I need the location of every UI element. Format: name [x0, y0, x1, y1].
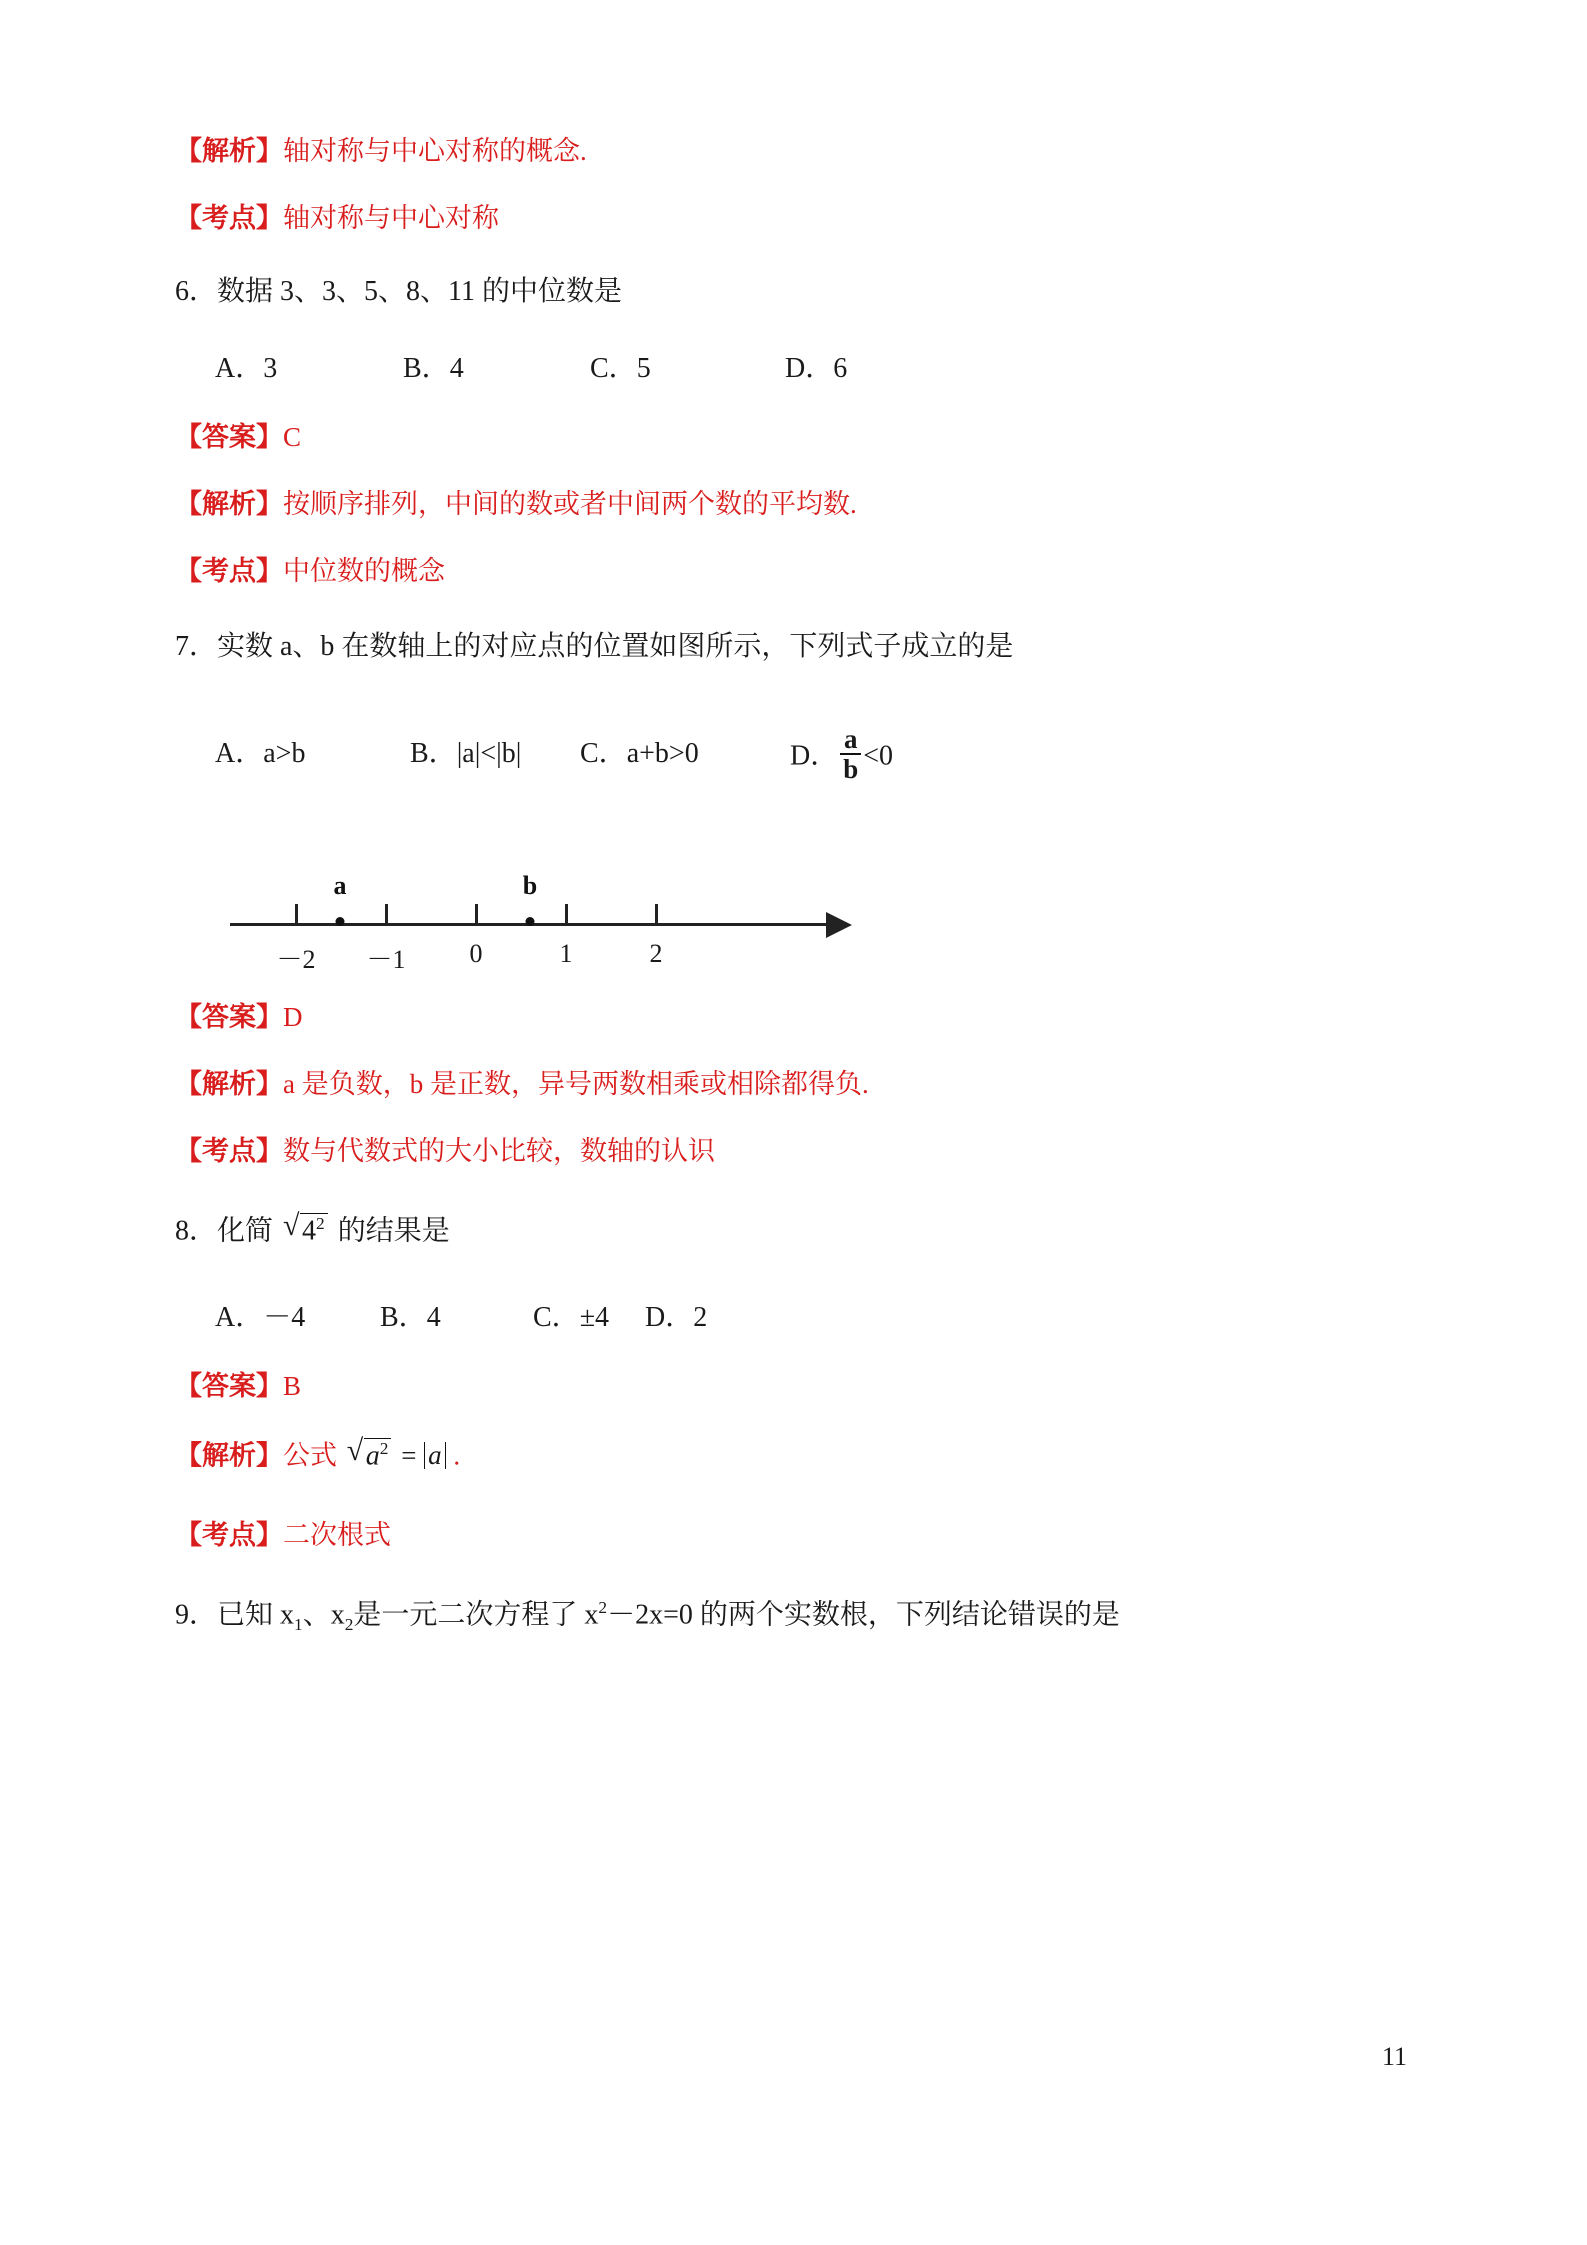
q6-answer-value: C [283, 422, 302, 452]
page-content [175, 0, 1405, 1633]
q8-analysis-exponent: 2 [379, 1439, 389, 1458]
q7-option-a-key: A． [215, 738, 264, 769]
q6-option-d[interactable] [785, 346, 847, 386]
exam-point-label: 【考点】 [175, 203, 283, 233]
q9-sub1: 1 [294, 1614, 303, 1634]
q7-option-d[interactable] [790, 725, 893, 784]
absolute-value-a: a [424, 1442, 446, 1469]
q6-option-a-key: A． [215, 353, 264, 384]
q6-option-d-value: 6 [833, 353, 848, 384]
number-line-point-b [526, 917, 535, 926]
q9-stem-part3: 是一元二次方程了 x [353, 1599, 599, 1631]
q7-option-d-key: D． [790, 740, 839, 772]
q8-analysis-line [175, 1434, 1405, 1484]
q7-answer-value: D [283, 1002, 303, 1032]
q6-exam-point-text: 中位数的概念 [283, 556, 445, 586]
q7-analysis-text: a 是负数，b 是正数，异号两数相乘或相除都得负. [283, 1069, 869, 1099]
q8-option-a[interactable] [215, 1295, 305, 1335]
q6-option-c-key: C． [590, 353, 637, 384]
q6-analysis-text: 按顺序排列，中间的数或者中间两个数的平均数. [283, 489, 857, 519]
q5-exam-point-text: 轴对称与中心对称 [283, 203, 499, 233]
number-line-label: －1 [366, 945, 406, 974]
q9-stem-part4: －2x=0 的两个实数根，下列结论错误的是 [607, 1599, 1120, 1631]
q8-exam-point-text: 二次根式 [283, 1520, 391, 1550]
q7-option-c-value: a+b>0 [626, 738, 699, 769]
q8-option-c-key: C． [533, 1302, 580, 1333]
q7-options [175, 723, 1405, 785]
q9-stem [175, 1599, 1405, 1633]
answer-label: 【答案】 [175, 1371, 283, 1401]
q9-sub2: 2 [344, 1614, 354, 1634]
number-line-point-a-label: a [333, 871, 347, 900]
q9-stem-part2: 、x [302, 1599, 345, 1631]
number-line-tick [655, 904, 658, 926]
q8-option-d-key: D． [645, 1302, 694, 1333]
number-line-point-a [336, 917, 345, 926]
exam-point-label: 【考点】 [175, 556, 283, 586]
number-line-tick [475, 904, 478, 926]
q8-radicand: 4 [302, 1215, 317, 1247]
radical-4-squared [283, 1209, 328, 1247]
number-line-tick [385, 904, 388, 926]
q6-answer-line [175, 424, 1405, 451]
q6-option-c[interactable] [590, 346, 651, 386]
analysis-label: 【解析】 [175, 136, 283, 166]
fraction-denominator: b [840, 753, 861, 783]
q7-option-b-key: B． [410, 738, 457, 769]
q8-option-c[interactable] [533, 1295, 609, 1335]
number-line-label: 1 [559, 939, 573, 968]
radical-sign-icon: √ [283, 1209, 300, 1242]
q8-answer-line [175, 1373, 1405, 1400]
q7-stem: 7．实数 a、b 在数轴上的对应点的位置如图所示，下列式子成立的是 [175, 631, 1014, 662]
q7-option-b[interactable] [410, 731, 521, 771]
q8-option-b-key: B． [380, 1302, 427, 1333]
number-line-tick [295, 904, 298, 926]
radical-body [364, 1438, 392, 1470]
analysis-label: 【解析】 [175, 1440, 283, 1471]
q6-option-c-value: 5 [636, 353, 651, 384]
q8-analysis-radicand: a [365, 1440, 380, 1472]
q8-stem-prefix: 8．化简 [175, 1215, 274, 1247]
answer-label: 【答案】 [175, 422, 283, 452]
number-line-figure [230, 813, 870, 988]
q8-option-d-value: 2 [693, 1302, 708, 1333]
q7-option-d-tail: <0 [863, 740, 894, 772]
analysis-label: 【解析】 [175, 1069, 283, 1099]
q8-analysis-period: . [453, 1440, 461, 1471]
q8-exam-point-line [175, 1522, 1405, 1549]
q7-exam-point-line [175, 1138, 1405, 1165]
q8-analysis-equals: = [401, 1440, 417, 1471]
q6-option-b[interactable] [403, 346, 464, 386]
q7-option-a[interactable] [215, 731, 305, 771]
page-number: 11 [1381, 2042, 1407, 2071]
q8-analysis-prefix: 公式 [283, 1440, 337, 1471]
q7-option-b-value: |a|<|b| [456, 738, 522, 769]
q8-option-a-key: A． [215, 1302, 264, 1333]
q6-analysis-line [175, 491, 1405, 518]
q6-option-b-value: 4 [449, 353, 464, 384]
q8-option-b[interactable] [380, 1295, 441, 1335]
q8-stem [175, 1209, 1405, 1257]
q6-option-a-value: 3 [263, 353, 278, 384]
q8-options [175, 1295, 1405, 1331]
q7-exam-point-text: 数与代数式的大小比较，数轴的认识 [283, 1136, 715, 1166]
q8-option-b-value: 4 [426, 1302, 441, 1333]
q5-analysis-text: 轴对称与中心对称的概念. [283, 136, 587, 166]
radical-a-squared [346, 1434, 392, 1472]
q9-sup: 2 [598, 1598, 608, 1617]
number-line-label: 2 [649, 939, 663, 968]
number-line-point-b-label: b [522, 871, 538, 900]
q6-exam-point-line [175, 558, 1405, 585]
analysis-label: 【解析】 [175, 489, 283, 519]
q8-stem-suffix: 的结果是 [337, 1215, 450, 1247]
q8-option-a-value: －4 [263, 1302, 306, 1333]
q7-answer-line [175, 1004, 1405, 1031]
q9-stem-part1: 9．已知 x [175, 1599, 295, 1631]
number-line-label: 0 [469, 939, 483, 968]
radical-sign-icon: √ [346, 1434, 364, 1467]
exam-point-label: 【考点】 [175, 1136, 283, 1166]
q8-exponent: 2 [316, 1214, 325, 1233]
q8-option-d[interactable] [645, 1295, 707, 1335]
q7-option-c-key: C． [580, 738, 627, 769]
fraction-numerator: a [844, 724, 858, 754]
q7-option-a-value: a>b [263, 738, 306, 769]
q6-option-b-key: B． [403, 353, 450, 384]
number-line-arrow-icon [826, 912, 852, 938]
number-line-tick [565, 904, 568, 926]
q8-option-c-value: ±4 [579, 1302, 610, 1333]
q7-analysis-line [175, 1071, 1405, 1098]
q6-option-d-key: D． [785, 353, 834, 384]
q6-stem: 6．数据 3、3、5、8、11 的中位数是 [175, 276, 622, 307]
exam-point-label: 【考点】 [175, 1520, 283, 1550]
radical-body [300, 1213, 328, 1245]
q6-options [175, 346, 1405, 382]
fraction-a-over-b [840, 725, 861, 784]
number-line-label: －2 [276, 945, 316, 974]
q5-analysis-line [175, 138, 1405, 165]
answer-label: 【答案】 [175, 1002, 283, 1032]
q7-option-c[interactable] [580, 731, 699, 771]
q6-option-a[interactable] [215, 346, 277, 386]
q8-answer-value: B [283, 1371, 302, 1401]
q5-exam-point-line [175, 205, 1405, 232]
